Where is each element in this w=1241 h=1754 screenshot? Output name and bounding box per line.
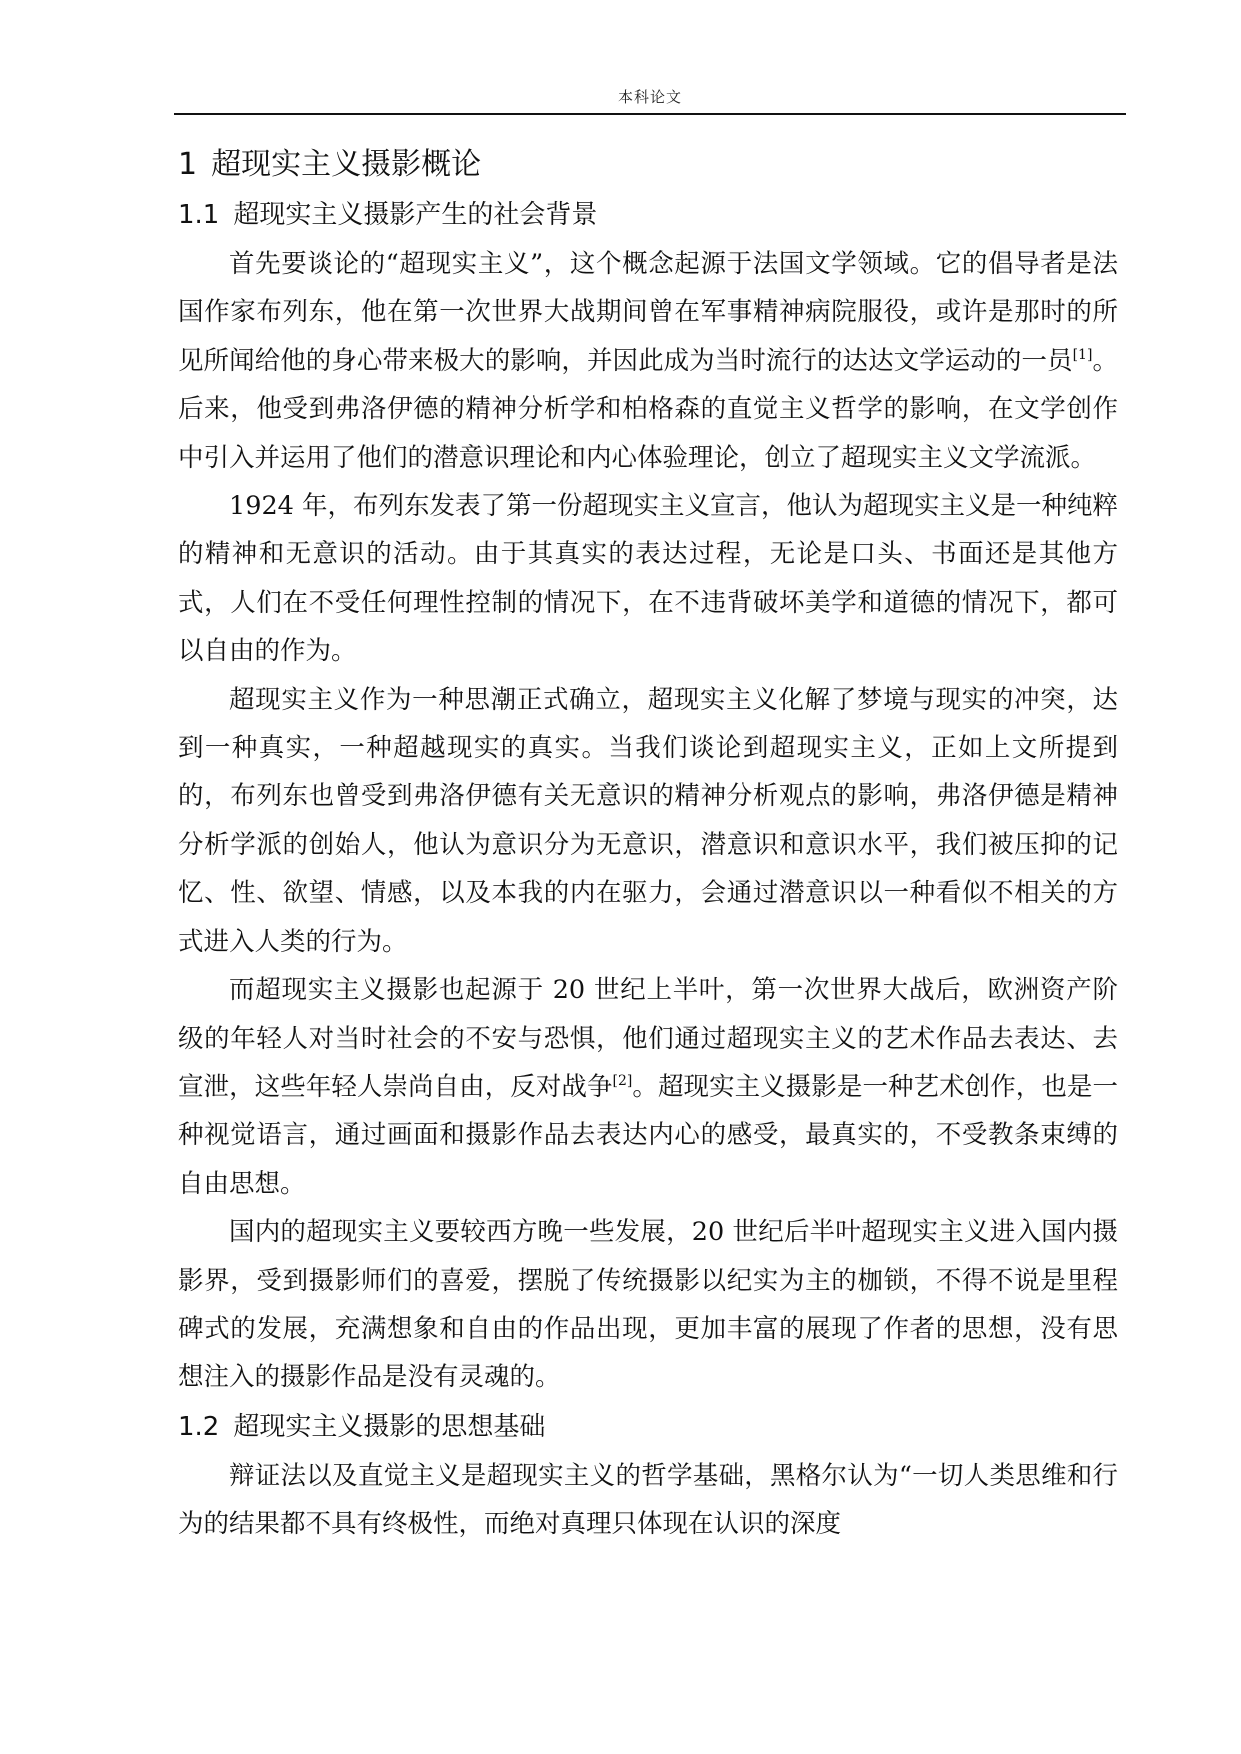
paragraph-text: 首先要谈论的“超现实主义”，这个概念起源于法国文学领域。它的倡导者是法国作家布列东，他在第一次世界大战期间曾在军事精神病院服役，或许是那时的所见所闻给他的身心带来极大的影响，并因此成为当时流行的达达文学运动的一员 — [178, 249, 1118, 376]
subsection-number: 1.1 — [178, 200, 220, 230]
paragraph-text: 。后来，他受到弗洛伊德的精神分析学和柏格森的直觉主义哲学的影响，在文学创作中引入并运用了他们的潜意识理论和内心体验理论，创立了超现实主义文学流派。 — [178, 345, 1118, 473]
paragraph-3: 超现实主义作为一种思潮正式确立，超现实主义化解了梦境与现实的冲突，达到一种真实，一种超越现实的真实。当我们谈论到超现实主义，正如上文所提到的，布列东也曾受到弗洛伊德有关无意识的精神分析观点的影响，弗洛伊德是精神分析学派的创始人，他认为意识分为无意识，潜意识和意识水平，我们被压抑的记忆、性、欲望、情感，以及本我的内在驱力，会通过潜意识以一种看似不相关的方式进入人类的行为。 — [178, 684, 1118, 957]
header-rule — [174, 113, 1126, 115]
paragraph-text: 。超现实主义摄影是一种艺术创作，也是一种视觉语言，通过画面和摄影作品去表达内心的感受，最真实的，不受教条束缚的自由思想。 — [178, 1071, 1118, 1199]
section-number: 1 — [178, 147, 198, 182]
citation-2: [2] — [612, 1072, 633, 1089]
subsection-title: 超现实主义摄影的思想基础 — [233, 1411, 546, 1442]
page-body — [178, 140, 1118, 1549]
paragraph-6: 辩证法以及直觉主义是超现实主义的哲学基础，黑格尔认为“一切人类思维和行为的结果都不具有终极性，而绝对真理只体现在认识的深度 — [178, 1460, 1118, 1540]
citation-1: [1] — [1072, 346, 1093, 363]
subsection-title: 超现实主义摄影产生的社会背景 — [233, 200, 598, 230]
paragraph-2: 1924 年，布列东发表了第一份超现实主义宣言，他认为超现实主义是一种纯粹的精神和无意识的活动。由于其真实的表达过程，无论是口头、书面还是其他方式，人们在不受任何理性控制的情况下，在不违背破坏美学和道德的情况下，都可以自由的作为。 — [178, 491, 1119, 667]
subsection-heading-1-2 — [178, 1402, 1118, 1452]
section-heading-1 — [178, 140, 1118, 190]
paragraph-5: 国内的超现实主义要较西方晚一些发展，20 世纪后半叶超现实主义进入国内摄影界，受到摄影师们的喜爱，摆脱了传统摄影以纪实为主的枷锁，不得不说是里程碑式的发展，充满想象和自由的作品出现，更加丰富的展现了作者的思想，没有思想注入的摄影作品是没有灵魂的。 — [178, 1217, 1118, 1393]
running-header: 本科论文 — [617, 88, 682, 106]
paragraph-4 — [178, 966, 1118, 1208]
paragraph-1 — [178, 240, 1118, 482]
paragraph-text: 而超现实主义摄影也起源于 20 世纪上半叶，第一次世界大战后，欧洲资产阶级的年轻人对当时社会的不安与恐惧，他们通过超现实主义的艺术作品去表达、去宣泄，这些年轻人崇尚自由，反对战争 — [178, 975, 1118, 1102]
section-title: 超现实主义摄影概论 — [211, 147, 482, 182]
subsection-number: 1.2 — [178, 1411, 220, 1442]
subsection-heading-1-1 — [178, 190, 1118, 240]
